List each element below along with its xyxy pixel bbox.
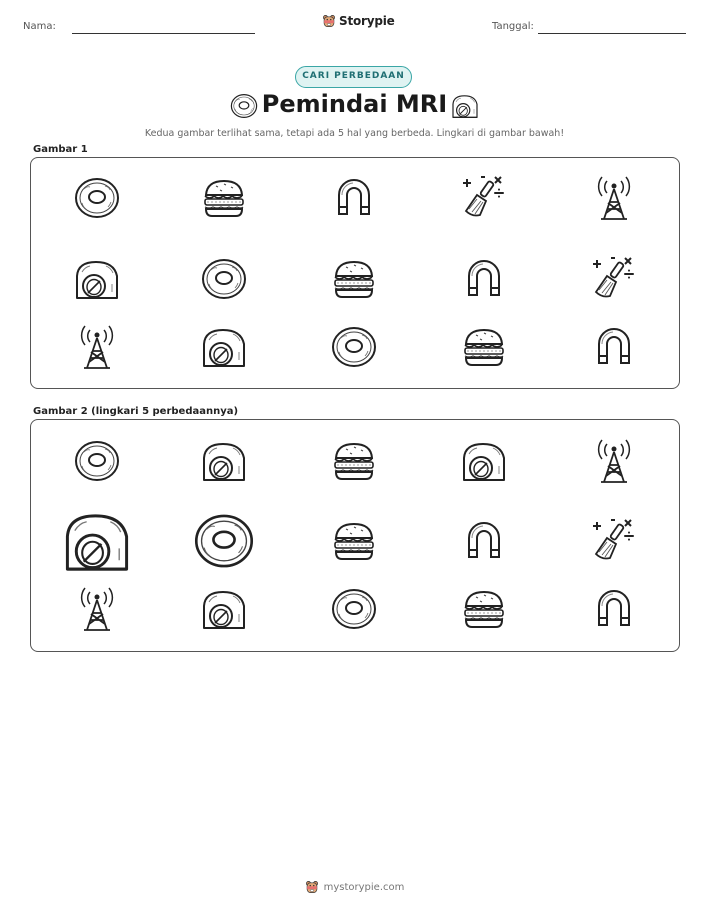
math-brush-icon[interactable] — [589, 516, 639, 566]
math-brush-icon — [589, 254, 639, 304]
bear-mascot-icon — [305, 880, 319, 894]
burger-icon — [459, 322, 509, 372]
brand-name: Storypie — [339, 14, 395, 28]
date-field-line[interactable] — [538, 33, 686, 34]
mri-scanner-icon[interactable] — [199, 436, 249, 486]
mri-scanner-icon[interactable] — [459, 436, 509, 486]
magnet-icon — [459, 254, 509, 304]
panel2-label: Gambar 2 (lingkari 5 perbedaannya) — [33, 406, 239, 417]
magnet-icon — [329, 173, 379, 223]
brand-logo — [322, 14, 395, 28]
instruction-text: Kedua gambar terlihat sama, tetapi ada 5 hal yang berbeda. Lingkari di gambar bawah! — [144, 128, 565, 139]
math-brush-icon — [459, 173, 509, 223]
burger-icon — [329, 254, 379, 304]
antenna-tower-icon — [72, 322, 122, 372]
activity-badge: CARI PERBEDAAN — [295, 66, 412, 88]
mri-scanner-icon — [199, 322, 249, 372]
antenna-tower-icon[interactable] — [72, 584, 122, 634]
date-label: Tanggal: — [492, 21, 534, 32]
page-title: Pemindai MRI — [261, 90, 448, 118]
picture-panel-2[interactable] — [30, 419, 680, 652]
donut-icon — [199, 254, 249, 304]
mri-scanner-icon[interactable] — [199, 584, 249, 634]
mri-scanner-icon — [449, 91, 481, 121]
name-field-line[interactable] — [72, 33, 255, 34]
burger-icon[interactable] — [459, 584, 509, 634]
antenna-tower-icon — [589, 173, 639, 223]
burger-icon[interactable] — [329, 516, 379, 566]
picture-panel-1 — [30, 157, 680, 389]
donut-icon[interactable] — [72, 436, 122, 486]
footer-site: mystorypie.com — [323, 881, 405, 893]
donut-icon — [72, 173, 122, 223]
mri-scanner-icon — [72, 254, 122, 304]
magnet-icon[interactable] — [589, 584, 639, 634]
mri-scanner-icon[interactable] — [60, 504, 134, 578]
footer — [0, 880, 709, 894]
name-label: Nama: — [23, 21, 56, 32]
panel1-label: Gambar 1 — [33, 144, 88, 155]
donut-icon[interactable] — [191, 508, 257, 574]
bear-mascot-icon — [322, 14, 336, 28]
magnet-icon[interactable] — [459, 516, 509, 566]
burger-icon[interactable] — [329, 436, 379, 486]
donut-icon — [329, 322, 379, 372]
burger-icon — [199, 173, 249, 223]
donut-icon[interactable] — [329, 584, 379, 634]
magnet-icon — [589, 322, 639, 372]
antenna-tower-icon[interactable] — [589, 436, 639, 486]
